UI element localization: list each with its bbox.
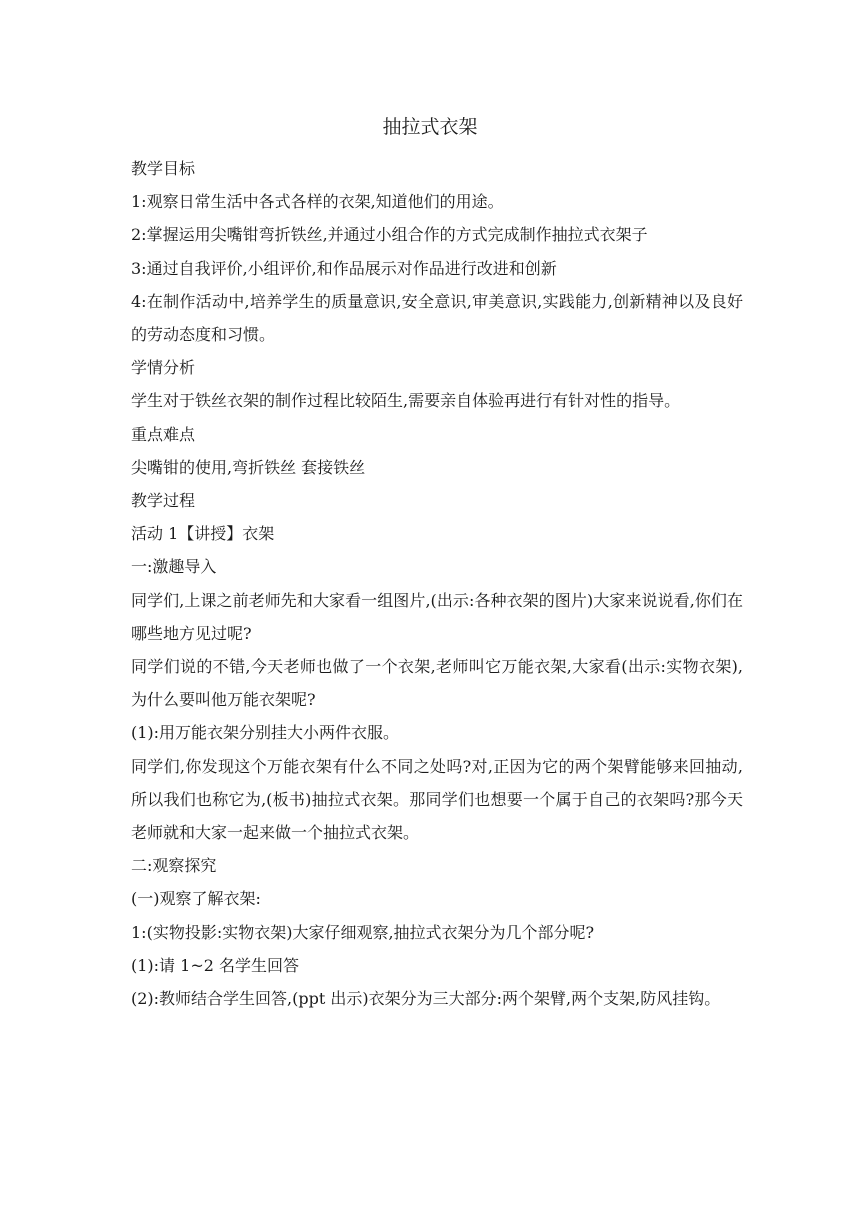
document-body [131,152,743,1015]
heading-teaching-goals: 教学目标 [131,159,196,178]
explore-step-1: (1):请 1~2 名学生回答 [131,955,299,975]
goal-2: 2:掌握运用尖嘴钳弯折铁丝,并通过小组合作的方式完成制作抽拉式衣架子 [131,225,648,245]
heading-teaching-process: 教学过程 [131,491,196,511]
intro-step-1: (1):用万能衣架分别挂大小两件衣服。 [131,723,400,743]
heading-key-points: 重点难点 [131,424,196,444]
student-analysis-text: 学生对于铁丝衣架的制作过程比较陌生,需要亲自体验再进行有针对性的指导。 [131,391,681,411]
activity-1-heading: 活动 1【讲授】衣架 [131,524,275,544]
goal-4: 4:在制作活动中,培养学生的质量意识,安全意识,审美意识,实践能力,创新精神以及良好的劳动态度和习惯。 [131,291,743,345]
explore-step-2: (2):教师结合学生回答,(ppt 出示)衣架分为三大部分:两个架臂,两个支架,防风挂钩。 [131,989,721,1009]
heading-student-analysis: 学情分析 [131,358,196,378]
intro-paragraph-3: 同学们,你发现这个万能衣架有什么不同之处吗?对,正因为它的两个架臂能够来回抽动,所以我们也称它为,(板书)抽拉式衣架。那同学们也想要一个属于自己的衣架吗?那今天老师就和大家一起来做一个抽拉式衣架。 [131,756,743,843]
section-intro-heading: 一:激趣导入 [131,557,217,577]
intro-paragraph-2: 同学们说的不错,今天老师也做了一个衣架,老师叫它万能衣架,大家看(出示:实物衣架),为什么要叫他万能衣架呢? [131,657,743,710]
document-title: 抽拉式衣架 [382,116,478,138]
key-points-text: 尖嘴钳的使用,弯折铁丝 套接铁丝 [131,457,366,477]
explore-subheading: (一)观察了解衣架: [131,889,261,909]
section-explore-heading: 二:观察探究 [131,856,217,876]
goal-1: 1:观察日常生活中各式各样的衣架,知道他们的用途。 [131,192,504,212]
explore-question: 1:(实物投影:实物衣架)大家仔细观察,抽拉式衣架分为几个部分呢? [131,922,595,942]
goal-3: 3:通过自我评价,小组评价,和作品展示对作品进行改进和创新 [131,258,557,278]
intro-paragraph-1: 同学们,上课之前老师先和大家看一组图片,(出示:各种衣架的图片)大家来说说看,你们在哪些地方见过呢? [131,590,743,643]
